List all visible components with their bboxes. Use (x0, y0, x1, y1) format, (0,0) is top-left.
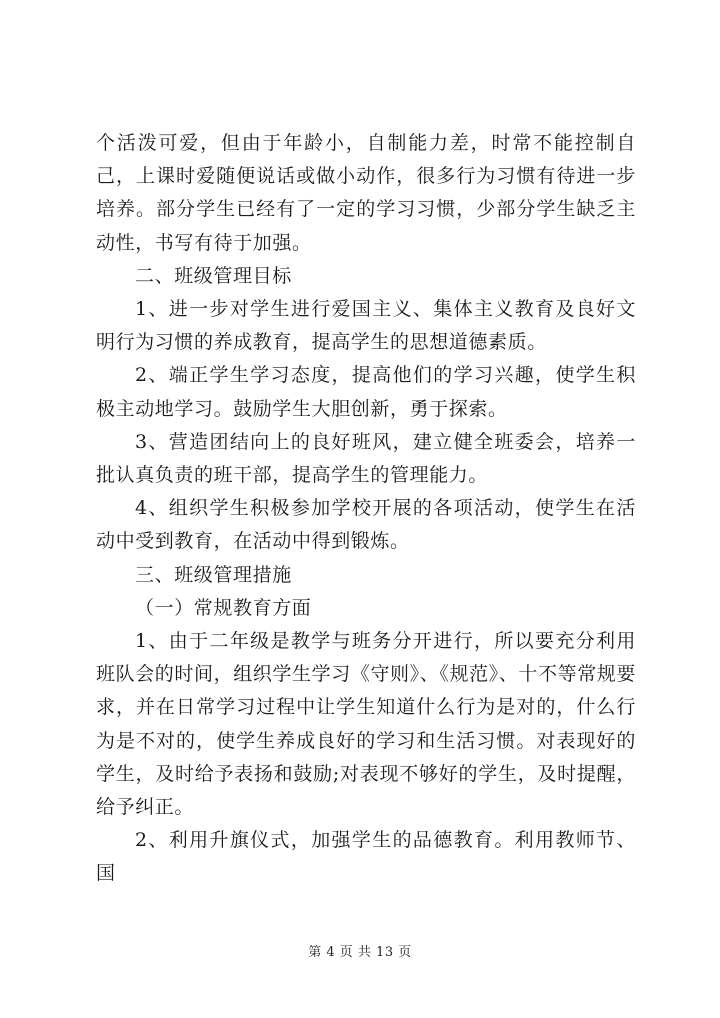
goal-item-3: 3、营造团结向上的良好班风，建立健全班委会，培养一批认真负责的班干部，提高学生的管理能力。 (96, 430, 636, 487)
goal-item-2: 2、端正学生学习态度，提高他们的学习兴趣，使学生积极主动地学习。鼓励学生大胆创新，勇于探索。 (96, 364, 636, 420)
section-heading-goals: 二、班级管理目标 (135, 264, 292, 287)
document-body (96, 127, 636, 891)
page-number-footer: 第 4 页 共 13 页 (308, 945, 412, 960)
goal-item-4: 4、组织学生积极参加学校开展的各项活动，使学生在活动中受到教育，在活动中得到锻炼。 (96, 497, 636, 553)
paragraph-continuation: 个活泼可爱，但由于年龄小，自制能力差，时常不能控制自己，上课时爱随便说话或做小动作，很多行为习惯有待进一步培养。部分学生已经有了一定的学习习惯，少部分学生缺乏主动性，书写有待于加强。 (96, 132, 636, 254)
section-heading-measures: 三、班级管理措施 (135, 563, 292, 586)
measure-item-1: 1、由于二年级是教学与班务分开进行，所以要充分利用班队会的时间，组织学生学习《守则》、《规范》、十不等常规要求，并在日常学习过程中让学生知道什么行为是对的，什么行为是不对的，使学生养成良好的学习和生活习惯。对表现好的学生，及时给予表扬和鼓励;对表现不够好的学生，及时提醒，给予纠正。 (96, 630, 636, 819)
subsection-heading-routine: （一）常规教育方面 (135, 596, 312, 619)
goal-item-1: 1、进一步对学生进行爱国主义、集体主义教育及良好文明行为习惯的养成教育，提高学生的思想道德素质。 (96, 298, 636, 354)
measure-item-2: 2、利用升旗仪式，加强学生的品德教育。利用教师节、国 (96, 829, 636, 885)
